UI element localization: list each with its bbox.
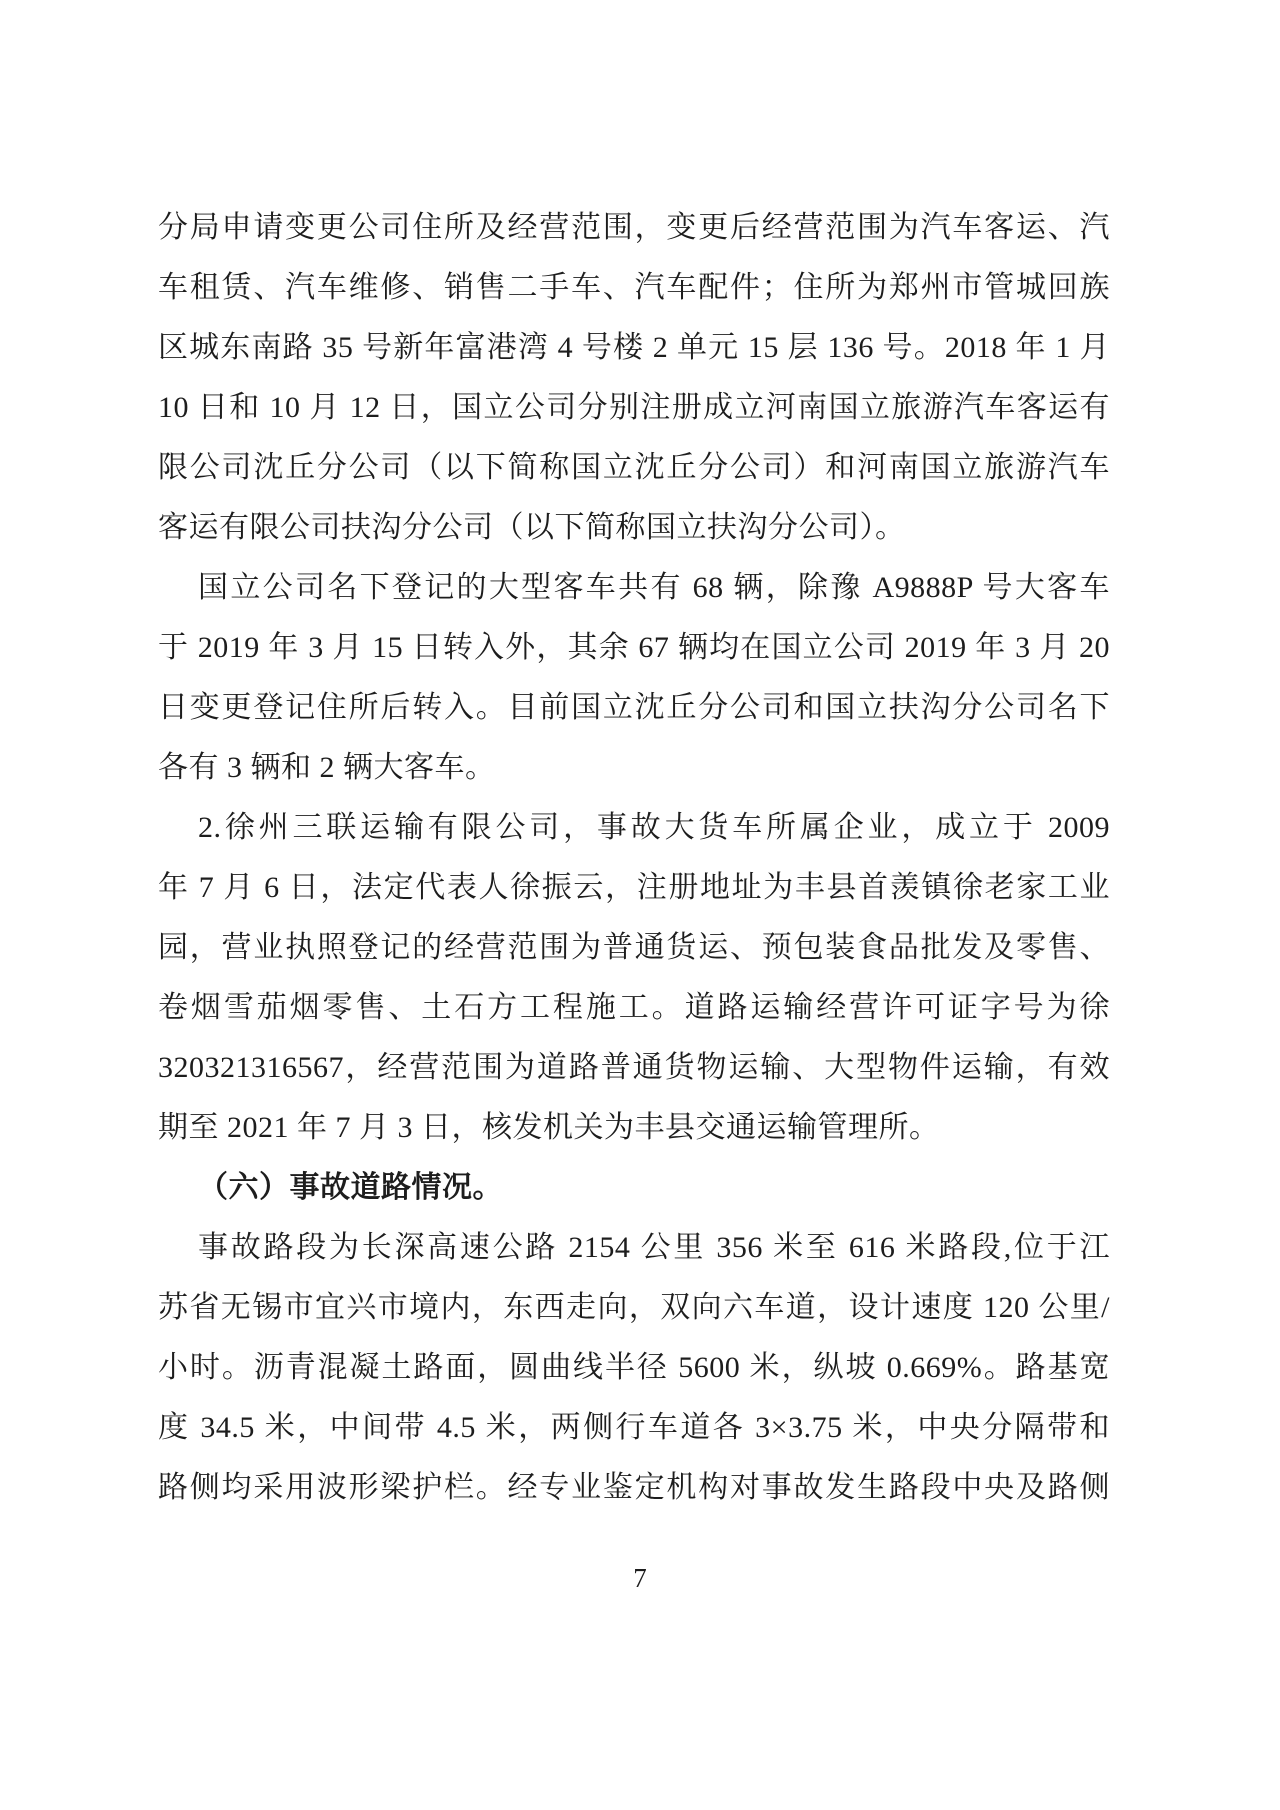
document-body	[158, 198, 1110, 1518]
text-line: 各有 3 辆和 2 辆大客车。	[158, 751, 496, 784]
text-line: 年 7 月 6 日，法定代表人徐振云，注册地址为丰县首羡镇徐老家工业	[158, 871, 1110, 904]
text-line: 国立公司名下登记的大型客车共有 68 辆，除豫 A9888P 号大客车	[198, 571, 1110, 604]
text-line: 路侧均采用波形梁护栏。经专业鉴定机构对事故发生路段中央及路侧	[158, 1471, 1110, 1504]
text-line: 事故路段为长深高速公路 2154 公里 356 米至 616 米路段,位于江	[198, 1231, 1110, 1264]
text-line: 限公司沈丘分公司（以下简称国立沈丘分公司）和河南国立旅游汽车	[158, 451, 1110, 484]
text-line: 于 2019 年 3 月 15 日转入外，其余 67 辆均在国立公司 2019 年 3 月 20	[158, 631, 1110, 664]
text-line: 小时。沥青混凝土路面，圆曲线半径 5600 米，纵坡 0.669%。路基宽	[158, 1351, 1110, 1384]
text-line: 园，营业执照登记的经营范围为普通货运、预包装食品批发及零售、	[158, 931, 1110, 964]
text-line: 期至 2021 年 7 月 3 日，核发机关为丰县交通运输管理所。	[158, 1111, 940, 1144]
page-number: 7	[633, 1563, 647, 1593]
text-line: 车租赁、汽车维修、销售二手车、汽车配件；住所为郑州市管城回族	[158, 271, 1110, 304]
section-heading: （六）事故道路情况。	[198, 1171, 503, 1204]
text-line: 10 日和 10 月 12 日，国立公司分别注册成立河南国立旅游汽车客运有	[158, 391, 1110, 424]
text-line: 区城东南路 35 号新年富港湾 4 号楼 2 单元 15 层 136 号。2018 年 1 月	[158, 331, 1110, 364]
text-line: 2.徐州三联运输有限公司，事故大货车所属企业，成立于 2009	[198, 811, 1110, 844]
text-line: 日变更登记住所后转入。目前国立沈丘分公司和国立扶沟分公司名下	[158, 691, 1110, 724]
text-line: 卷烟雪茄烟零售、土石方工程施工。道路运输经营许可证字号为徐	[158, 991, 1110, 1024]
text-line: 客运有限公司扶沟分公司（以下简称国立扶沟分公司）。	[158, 511, 906, 544]
text-line: 度 34.5 米，中间带 4.5 米，两侧行车道各 3×3.75 米，中央分隔带和	[158, 1411, 1110, 1444]
text-line: 苏省无锡市宜兴市境内，东西走向，双向六车道，设计速度 120 公里/	[158, 1291, 1110, 1324]
text-line: 分局申请变更公司住所及经营范围，变更后经营范围为汽车客运、汽	[158, 211, 1110, 244]
text-line: 320321316567，经营范围为道路普通货物运输、大型物件运输，有效	[158, 1051, 1110, 1084]
